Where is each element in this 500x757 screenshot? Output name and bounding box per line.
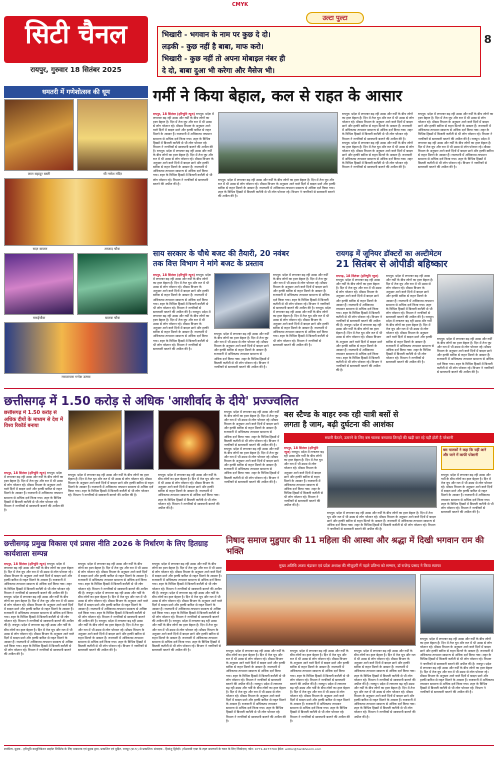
- doctors-photo: [437, 274, 494, 334]
- ganesh-band: [4, 86, 148, 98]
- ulta-pulta-box: [157, 26, 481, 77]
- cmyk-text: CMYK: [232, 2, 249, 8]
- divider-2: [4, 535, 222, 536]
- vision-col-2: [78, 562, 148, 742]
- vision-body-1c: रायपुर। प्रदेश में लगातार बढ़ रही उमस और गर्मी के बीच लोगों का हाल बेहाल है। दिन में तेज धूप और रात में भी उमस से लोग परेशान रहे। मौसम विभाग के अनुसार आने वाले दिनों में बादल छाने और हल्की बारिश से राहत मिलने के आसार हैं। राजधानी में अधिकतम तापमान सामान्य से अधिक दर्ज किया गया। शहर के विभिन्न हिस्सों में बिजली कटौती से भी लोग परेशान रहे। विभाग ने नागरिकों से सावधानी बरतने की अपील की है।: [4, 623, 74, 657]
- diwali-body-4: रायपुर। प्रदेश में लगातार बढ़ रही उमस और गर्मी के बीच लोगों का हाल बेहाल है। दिन में तेज धूप और रात में भी उमस से लोग परेशान रहे। मौसम विभाग के अनुसार आने वाले दिनों में बादल छाने और हल्की बारिश से राहत मिलने के आसार हैं। राजधानी में अधिकतम तापमान सामान्य से अधिक दर्ज किया गया। शहर के विभिन्न हिस्सों में बिजली कटौती से भी लोग परेशान रहे। विभाग ने नागरिकों से सावधानी बरतने की अपील की है।: [224, 410, 280, 447]
- ulta-line-2: लड़की - कुछ नहीं है बाबा, माफ करो।: [162, 42, 264, 51]
- vision-body-2b: रायपुर। प्रदेश में लगातार बढ़ रही उमस और गर्मी के बीच लोगों का हाल बेहाल है। दिन में तेज धूप और रात में भी उमस से लोग परेशान रहे। मौसम विभाग के अनुसार आने वाले दिनों में बादल छाने और हल्की बारिश से राहत मिलने के आसार हैं। राजधानी में अधिकतम तापमान सामान्य से अधिक दर्ज किया गया। शहर के विभिन्न हिस्सों में बिजली कटौती से भी लोग परेशान रहे। विभाग ने नागरिकों से सावधानी बरतने की अपील की है।: [78, 590, 148, 624]
- lead-headline: गर्मी ने किया बेहाल, कल से राहत के आसार: [153, 87, 403, 105]
- nishad-col-4: [420, 637, 494, 742]
- doctors-body-1: रायपुर। प्रदेश में लगातार बढ़ रही उमस और गर्मी के बीच लोगों का हाल बेहाल है। दिन में तेज धूप और रात में भी उमस से लोग परेशान रहे। मौसम विभाग के अनुसार आने वाले दिनों में बादल छाने और हल्की बारिश से राहत मिलने के आसार हैं। राजधानी में अधिकतम तापमान सामान्य से अधिक दर्ज किया गया। शहर के विभिन्न हिस्सों में बिजली कटौती से भी लोग परेशान रहे। विभाग ने नागरिकों से सावधानी बरतने की अपील की है।: [336, 278, 382, 328]
- nishad-col-1: [226, 649, 286, 742]
- nishad-body-1: रायपुर। प्रदेश में लगातार बढ़ रही उमस और गर्मी के बीच लोगों का हाल बेहाल है। दिन में तेज धूप और रात में भी उमस से लोग परेशान रहे। मौसम विभाग के अनुसार आने वाले दिनों में बादल छाने और हल्की बारिश से राहत मिलने के आसार हैं। राजधानी में अधिकतम तापमान सामान्य से अधिक दर्ज किया गया। शहर के विभिन्न हिस्सों में बिजली कटौती से भी लोग परेशान रहे। विभाग ने नागरिकों से सावधानी बरतने की अपील की है।: [226, 649, 286, 686]
- lead-body-3: रायपुर। प्रदेश में लगातार बढ़ रही उमस और गर्मी के बीच लोगों का हाल बेहाल है। दिन में तेज धूप और रात में भी उमस से लोग परेशान रहे। मौसम विभाग के अनुसार आने वाले दिनों में बादल छाने और हल्की बारिश से राहत मिलने के आसार हैं। राजधानी में अधिकतम तापमान सामान्य से अधिक दर्ज किया गया। शहर के विभिन्न हिस्सों में बिजली कटौती से भी लोग परेशान रहे। विभाग ने नागरिकों से सावधानी बरतने की अपील की है।: [342, 112, 414, 141]
- sai-body-3b: रायपुर। प्रदेश में लगातार बढ़ रही उमस और गर्मी के बीच लोगों का हाल बेहाल है। दिन में तेज धूप और रात में भी उमस से लोग परेशान रहे। मौसम विभाग के अनुसार आने वाले दिनों में बादल छाने और हल्की बारिश से राहत मिलने के आसार हैं। राजधानी में अधिकतम तापमान सामान्य से अधिक दर्ज किया गया। शहर के विभिन्न हिस्सों में बिजली कटौती से भी लोग परेशान रहे। विभाग ने नागरिकों से सावधानी बरतने की अपील की है।: [273, 305, 331, 347]
- ulta-line-4: दे दो, बाबा दुआ भी करेगा और मैसेज भी।: [162, 66, 275, 75]
- nishad-body-2: रायपुर। प्रदेश में लगातार बढ़ रही उमस और गर्मी के बीच लोगों का हाल बेहाल है। दिन में तेज धूप और रात में भी उमस से लोग परेशान रहे। मौसम विभाग के अनुसार आने वाले दिनों में बादल छाने और हल्की बारिश से राहत मिलने के आसार हैं। राजधानी में अधिकतम तापमान सामान्य से अधिक दर्ज किया गया। शहर के विभिन्न हिस्सों में बिजली कटौती से भी लोग परेशान रहे। विभाग ने नागरिकों से सावधानी बरतने की अपील की है।: [290, 649, 350, 686]
- diwali-dateline: रायपुर, 18 सितंबर (हरिभूमि न्यूज): [4, 471, 46, 475]
- ganesh-caption-1: लाल बहादुर बस्ती: [27, 172, 51, 176]
- doctors-body-3: रायपुर। प्रदेश में लगातार बढ़ रही उमस और गर्मी के बीच लोगों का हाल बेहाल है। दिन में तेज धूप और रात में भी उमस से लोग परेशान रहे। मौसम विभाग के अनुसार आने वाले दिनों में बादल छाने और हल्की बारिश से राहत मिलने के आसार हैं। राजधानी में अधिकतम तापमान सामान्य से अधिक दर्ज किया गया। शहर के विभिन्न हिस्सों में बिजली कटौती से भी लोग परेशान रहे। विभाग ने नागरिकों से सावधानी बरतने की अपील की है।: [437, 337, 494, 374]
- vision-body-3: रायपुर। प्रदेश में लगातार बढ़ रही उमस और गर्मी के बीच लोगों का हाल बेहाल है। दिन में तेज धूप और रात में भी उमस से लोग परेशान रहे। मौसम विभाग के अनुसार आने वाले दिनों में बादल छाने और हल्की बारिश से राहत मिलने के आसार हैं। राजधानी में अधिकतम तापमान सामान्य से अधिक दर्ज किया गया। शहर के विभिन्न हिस्सों में बिजली कटौती से भी लोग परेशान रहे। विभाग ने नागरिकों से सावधानी बरतने की अपील की है।: [152, 562, 222, 595]
- bus-subhead: [284, 433, 494, 443]
- ganesh-photo-5: [77, 253, 148, 315]
- vision-col-1: [4, 562, 74, 742]
- diwali-body-1: रायपुर। प्रदेश में लगातार बढ़ रही उमस और गर्मी के बीच लोगों का हाल बेहाल है। दिन में तेज धूप और रात में भी उमस से लोग परेशान रहे। मौसम विभाग के अनुसार आने वाले दिनों में बादल छाने और हल्की बारिश से राहत मिलने के आसार हैं। राजधानी में अधिकतम तापमान सामान्य से अधिक दर्ज किया गया। शहर के विभिन्न हिस्सों में बिजली कटौती से भी लोग परेशान रहे। विभाग ने नागरिकों से सावधानी बरतने की अपील की है।: [4, 471, 64, 512]
- lead-dateline: रायपुर, 18 सितंबर (हरिभूमि न्यूज): [153, 112, 195, 116]
- ganesh-caption-3: सदर बाजार: [32, 247, 48, 251]
- vision-body-3b: रायपुर। प्रदेश में लगातार बढ़ रही उमस और गर्मी के बीच लोगों का हाल बेहाल है। दिन में तेज धूप और रात में भी उमस से लोग परेशान रहे। मौसम विभाग के अनुसार आने वाले दिनों में बादल छाने और हल्की बारिश से राहत मिलने के आसार हैं। राजधानी में अधिकतम तापमान सामान्य से अधिक दर्ज किया गया। शहर के विभिन्न हिस्सों में बिजली कटौती से भी लोग परेशान रहे। विभाग ने नागरिकों से सावधानी बरतने की अपील की है।: [152, 590, 222, 624]
- lead-col-1: [153, 112, 214, 245]
- sai-headline-2: तक वित्त विभाग ने मांगे बजट के प्रस्ताव: [153, 259, 264, 268]
- diwali-col-4: [224, 410, 280, 531]
- diwali-body-4b: रायपुर। प्रदेश में लगातार बढ़ रही उमस और गर्मी के बीच लोगों का हाल बेहाल है। दिन में तेज धूप और रात में भी उमस से लोग परेशान रहे। मौसम विभाग के अनुसार आने वाले दिनों में बादल छाने और हल्की बारिश से राहत मिलने के आसार हैं। राजधानी में अधिकतम तापमान सामान्य से अधिक दर्ज किया गया। शहर के विभिन्न हिस्सों में बिजली कटौती से भी लोग परेशान रहे। विभाग ने नागरिकों से सावधानी बरतने की अपील की है।: [224, 446, 280, 484]
- lead-body-2: रायपुर। प्रदेश में लगातार बढ़ रही उमस और गर्मी के बीच लोगों का हाल बेहाल है। दिन में तेज धूप और रात में भी उमस से लोग परेशान रहे। मौसम विभाग के अनुसार आने वाले दिनों में बादल छाने और हल्की बारिश से राहत मिलने के आसार हैं। राजधानी में अधिकतम तापमान सामान्य से अधिक दर्ज किया गया। शहर के विभिन्न हिस्सों में बिजली कटौती से भी लोग परेशान रहे। विभाग ने नागरिकों से सावधानी बरतने की अपील की है।: [218, 178, 336, 199]
- sai-body-1: रायपुर। प्रदेश में लगातार बढ़ रही उमस और गर्मी के बीच लोगों का हाल बेहाल है। दिन में तेज धूप और रात में भी उमस से लोग परेशान रहे। मौसम विभाग के अनुसार आने वाले दिनों में बादल छाने और हल्की बारिश से राहत मिलने के आसार हैं। राजधानी में अधिकतम तापमान सामान्य से अधिक दर्ज किया गया। शहर के विभिन्न हिस्सों में बिजली कटौती से भी लोग परेशान रहे। विभाग ने नागरिकों से सावधानी बरतने की अपील की है।: [153, 273, 211, 314]
- masthead-logo: [4, 16, 148, 74]
- ganesh-caption-6: बालक चौक: [105, 316, 120, 320]
- ganesh-caption-2: श्री गणेश मंदिर: [103, 172, 122, 176]
- nishad-photo-2: [420, 574, 494, 634]
- ulta-line-1: भिखारी - भगवान के नाम पर कुछ दे दो।: [162, 30, 271, 39]
- bus-side-box: [441, 446, 494, 470]
- page-logo: सिटी चैनल: [25, 20, 127, 50]
- lead-body-1: रायपुर। प्रदेश में लगातार बढ़ रही उमस और गर्मी के बीच लोगों का हाल बेहाल है। दिन में तेज धूप और रात में भी उमस से लोग परेशान रहे। मौसम विभाग के अनुसार आने वाले दिनों में बादल छाने और हल्की बारिश से राहत मिलने के आसार हैं। राजधानी में अधिकतम तापमान सामान्य से अधिक दर्ज किया गया। शहर के विभिन्न हिस्सों में बिजली कटौती से भी लोग परेशान रहे। विभाग ने नागरिकों से सावधानी बरतने की अपील की है।: [153, 112, 214, 153]
- diwali-kicker: छत्तीसगढ़ में 1.50 करोड़ से अधिक दीयों के माध्यम से देश में विश्व रिकॉर्ड बनाया: [4, 410, 63, 429]
- nishad-body-4b: रायपुर। प्रदेश में लगातार बढ़ रही उमस और गर्मी के बीच लोगों का हाल बेहाल है। दिन में तेज धूप और रात में भी उमस से लोग परेशान रहे। मौसम विभाग के अनुसार आने वाले दिनों में बादल छाने और हल्की बारिश से राहत मिलने के आसार हैं। राजधानी में अधिकतम तापमान सामान्य से अधिक दर्ज किया गया। शहर के विभिन्न हिस्सों में बिजली कटौती से भी लोग परेशान रहे। विभाग ने नागरिकों से सावधानी बरतने की अपील की है।: [420, 661, 494, 695]
- vision-headline: छत्तीसगढ़ प्रमुख विकास एवं प्रवास नीति 2026 के निर्धारण के लिए हितग्राह कार्यशाला सम्पन्न: [4, 539, 208, 558]
- ganesh-caption-7: मराठापारा गणेश उत्सव: [61, 375, 91, 379]
- diwali-photo-3: [158, 410, 220, 470]
- nishad-photo: [226, 574, 416, 646]
- lead-body-4b: रायपुर। प्रदेश में लगातार बढ़ रही उमस और गर्मी के बीच लोगों का हाल बेहाल है। दिन में तेज धूप और रात में भी उमस से लोग परेशान रहे। मौसम विभाग के अनुसार आने वाले दिनों में बादल छाने और हल्की बारिश से राहत मिलने के आसार हैं। राजधानी में अधिकतम तापमान सामान्य से अधिक दर्ज किया गया। शहर के विभिन्न हिस्सों में बिजली कटौती से भी लोग परेशान रहे। विभाग ने नागरिकों से सावधानी बरतने की अपील की है।: [418, 136, 494, 170]
- doctors-body-2: रायपुर। प्रदेश में लगातार बढ़ रही उमस और गर्मी के बीच लोगों का हाल बेहाल है। दिन में तेज धूप और रात में भी उमस से लोग परेशान रहे। मौसम विभाग के अनुसार आने वाले दिनों में बादल छाने और हल्की बारिश से राहत मिलने के आसार हैं। राजधानी में अधिकतम तापमान सामान्य से अधिक दर्ज किया गया। शहर के विभिन्न हिस्सों में बिजली कटौती से भी लोग परेशान रहे। विभाग ने नागरिकों से सावधानी बरतने की अपील की है।: [386, 274, 434, 319]
- bus-body-1: रायपुर। प्रदेश में लगातार बढ़ रही उमस और गर्मी के बीच लोगों का हाल बेहाल है। दिन में तेज धूप और रात में भी उमस से लोग परेशान रहे। मौसम विभाग के अनुसार आने वाले दिनों में बादल छाने और हल्की बारिश से राहत मिलने के आसार हैं। राजधानी में अधिकतम तापमान सामान्य से अधिक दर्ज किया गया। शहर के विभिन्न हिस्सों में बिजली कटौती से भी लोग परेशान रहे। विभाग ने नागरिकों से सावधानी बरतने की अपील की है।: [284, 450, 324, 508]
- doctors-col-1: [336, 274, 383, 385]
- ulta-line-3: भिखारी - कुछ नहीं तो अपना मोबाइल नंबर ही: [162, 54, 286, 63]
- lead-body-1b: रायपुर। प्रदेश में लगातार बढ़ रही उमस और गर्मी के बीच लोगों का हाल बेहाल है। दिन में तेज धूप और रात में भी उमस से लोग परेशान रहे। मौसम विभाग के अनुसार आने वाले दिनों में बादल छाने और हल्की बारिश से राहत मिलने के आसार हैं। राजधानी में अधिकतम तापमान सामान्य से अधिक दर्ज किया गया। शहर के विभिन्न हिस्सों में बिजली कटौती से भी लोग परेशान रहे। विभाग ने नागरिकों से सावधानी बरतने की अपील की है।: [153, 148, 214, 186]
- bus-headline-1: बस स्टैण्ड के बाहर रुक रही यात्री बसों से: [284, 410, 399, 419]
- sai-dateline: रायपुर, 18 सितंबर (हरिभूमि न्यूज): [153, 273, 195, 277]
- nishad-body-1b: रायपुर। प्रदेश में लगातार बढ़ रही उमस और गर्मी के बीच लोगों का हाल बेहाल है। दिन में तेज धूप और रात में भी उमस से लोग परेशान रहे। मौसम विभाग के अनुसार आने वाले दिनों में बादल छाने और हल्की बारिश से राहत मिलने के आसार हैं। राजधानी में अधिकतम तापमान सामान्य से अधिक दर्ज किया गया। शहर के विभिन्न हिस्सों में बिजली कटौती से भी लोग परेशान रहे। विभाग ने नागरिकों से सावधानी बरतने की अपील की है।: [226, 681, 286, 723]
- sai-photo: [214, 273, 270, 329]
- dateline: रायपुर, गुरुवार 18 सितंबर 2025: [30, 66, 122, 74]
- sai-col-2: [214, 332, 270, 385]
- bus-col-1: [284, 446, 324, 531]
- vision-body-2: रायपुर। प्रदेश में लगातार बढ़ रही उमस और गर्मी के बीच लोगों का हाल बेहाल है। दिन में तेज धूप और रात में भी उमस से लोग परेशान रहे। मौसम विभाग के अनुसार आने वाले दिनों में बादल छाने और हल्की बारिश से राहत मिलने के आसार हैं। राजधानी में अधिकतम तापमान सामान्य से अधिक दर्ज किया गया। शहर के विभिन्न हिस्सों में बिजली कटौती से भी लोग परेशान रहे। विभाग ने नागरिकों से सावधानी बरतने की अपील की है।: [78, 562, 148, 595]
- bus-body-2: रायपुर। प्रदेश में लगातार बढ़ रही उमस और गर्मी के बीच लोगों का हाल बेहाल है। दिन में तेज धूप और रात में भी उमस से लोग परेशान रहे। मौसम विभाग के अनुसार आने वाले दिनों में बादल छाने और हल्की बारिश से राहत मिलने के आसार हैं। राजधानी में अधिकतम तापमान सामान्य से अधिक दर्ज किया गया। शहर के विभिन्न हिस्सों में बिजली कटौती से भी लोग परेशान रहे। विभाग ने नागरिकों से सावधानी बरतने की अपील की है।: [327, 511, 436, 531]
- diwali-body-2: रायपुर। प्रदेश में लगातार बढ़ रही उमस और गर्मी के बीच लोगों का हाल बेहाल है। दिन में तेज धूप और रात में भी उमस से लोग परेशान रहे। मौसम विभाग के अनुसार आने वाले दिनों में बादल छाने और हल्की बारिश से राहत मिलने के आसार हैं। राजधानी में अधिकतम तापमान सामान्य से अधिक दर्ज किया गया। शहर के विभिन्न हिस्सों में बिजली कटौती से भी लोग परेशान रहे। विभाग ने नागरिकों से सावधानी बरतने की अपील की है।: [68, 473, 154, 498]
- ganesh-band-label: धमतरी में गणेशोत्सव की धूम: [42, 88, 110, 96]
- diwali-photo-2: [124, 410, 154, 470]
- nishad-subhead: [226, 560, 494, 571]
- nishad-body-3b: रायपुर। प्रदेश में लगातार बढ़ रही उमस और गर्मी के बीच लोगों का हाल बेहाल है। दिन में तेज धूप और रात में भी उमस से लोग परेशान रहे। मौसम विभाग के अनुसार आने वाले दिनों में बादल छाने और हल्की बारिश से राहत मिलने के आसार हैं। राजधानी में अधिकतम तापमान सामान्य से अधिक दर्ज किया गया। शहर के विभिन्न हिस्सों में बिजली कटौती से भी लोग परेशान रहे। विभाग ने नागरिकों से सावधानी बरतने की अपील की है।: [354, 681, 416, 719]
- cmyk-marker: [232, 2, 248, 8]
- sai-body-1b: रायपुर। प्रदेश में लगातार बढ़ रही उमस और गर्मी के बीच लोगों का हाल बेहाल है। दिन में तेज धूप और रात में भी उमस से लोग परेशान रहे। मौसम विभाग के अनुसार आने वाले दिनों में बादल छाने और हल्की बारिश से राहत मिलने के आसार हैं। राजधानी में अधिकतम तापमान सामान्य से अधिक दर्ज किया गया। शहर के विभिन्न हिस्सों में बिजली कटौती से भी लोग परेशान रहे। विभाग ने नागरिकों से सावधानी बरतने की अपील की है।: [153, 309, 211, 351]
- bus-subhead-text: सवारी बैठाने, उतारने के लिए बस चालक बनवाया तिराहों की खड़ी कर रहे यहीं होती है परेशानी: [324, 435, 454, 440]
- doctors-headline: [336, 249, 496, 271]
- footer-rule: [4, 745, 494, 746]
- ganesh-photo-2: [77, 99, 148, 171]
- nishad-headline: निषाद समाज मुडुपार की 11 महिला की आस्था और श्रद्धा में दिखी भगवान राम की भक्ति: [226, 536, 484, 557]
- section-tab: [306, 12, 364, 24]
- sai-body-3: रायपुर। प्रदेश में लगातार बढ़ रही उमस और गर्मी के बीच लोगों का हाल बेहाल है। दिन में तेज धूप और रात में भी उमस से लोग परेशान रहे। मौसम विभाग के अनुसार आने वाले दिनों में बादल छाने और हल्की बारिश से राहत मिलने के आसार हैं। राजधानी में अधिकतम तापमान सामान्य से अधिक दर्ज किया गया। शहर के विभिन्न हिस्सों में बिजली कटौती से भी लोग परेशान रहे। विभाग ने नागरिकों से सावधानी बरतने की अपील की है।: [273, 273, 330, 310]
- lead-col-4: [418, 112, 494, 245]
- diwali-col-2: [68, 473, 154, 531]
- vision-dateline: रायपुर, 18 सितंबर (हरिभूमि न्यूज): [4, 562, 46, 566]
- ganesh-photo-3: [4, 178, 148, 246]
- bus-col-2: [327, 511, 437, 531]
- bus-photo: [327, 446, 437, 508]
- doctors-headline-2: 21 सितंबर से ओपीडी बहिष्कार: [336, 259, 448, 270]
- nishad-body-4: रायपुर। प्रदेश में लगातार बढ़ रही उमस और गर्मी के बीच लोगों का हाल बेहाल है। दिन में तेज धूप और रात में भी उमस से लोग परेशान रहे। मौसम विभाग के अनुसार आने वाले दिनों में बादल छाने और हल्की बारिश से राहत मिलने के आसार हैं। राजधानी में अधिकतम तापमान सामान्य से अधिक दर्ज किया गया। शहर के विभिन्न हिस्सों में बिजली कटौती से भी लोग परेशान रहे। विभाग ने नागरिकों से सावधानी बरतने की अपील की है।: [420, 637, 494, 666]
- diwali-col-1: [4, 471, 64, 531]
- ganesh-photo-grid: [4, 99, 148, 382]
- diwali-body-3: रायपुर। प्रदेश में लगातार बढ़ रही उमस और गर्मी के बीच लोगों का हाल बेहाल है। दिन में तेज धूप और रात में भी उमस से लोग परेशान रहे। मौसम विभाग के अनुसार आने वाले दिनों में बादल छाने और हल्की बारिश से राहत मिलने के आसार हैं। राजधानी में अधिकतम तापमान सामान्य से अधिक दर्ज किया गया। शहर के विभिन्न हिस्सों में बिजली कटौती से भी लोग परेशान रहे। विभाग ने नागरिकों से सावधानी बरतने की अपील की है।: [158, 473, 220, 510]
- section-tab-label: उल्टा पुल्टा: [322, 14, 348, 22]
- footer-imprint: स्वामित्व, मुद्रक - हरिभूमि कम्युनिकेशन प्राइवेट लिमिटेड के लिए प्रकाशक एवं मुद्रक द्वारा, प्रकाशित एवं मुद्रित, रायपुर (छ.ग.) से प्रकाशित। संपादक - हिमांशु द्विवेदी। (पीआरबी एक्ट के तहत समाचारों के चयन के लिए जिम्मेदार) फोन: 0771-4077700 ईमेल: editor@haribhoomi.com: [4, 747, 322, 751]
- vision-body-3c: रायपुर। प्रदेश में लगातार बढ़ रही उमस और गर्मी के बीच लोगों का हाल बेहाल है। दिन में तेज धूप और रात में भी उमस से लोग परेशान रहे। मौसम विभाग के अनुसार आने वाले दिनों में बादल छाने और हल्की बारिश से राहत मिलने के आसार हैं। राजधानी में अधिकतम तापमान सामान्य से अधिक दर्ज किया गया। शहर के विभिन्न हिस्सों में बिजली कटौती से भी लोग परेशान रहे। विभाग ने नागरिकों से सावधानी बरतने की अपील की है।: [152, 619, 221, 652]
- bus-headline-2: लगता है जाम, बढ़ी दुर्घटना की आशंका: [284, 420, 394, 429]
- divider-1: [4, 388, 494, 389]
- sai-headline-1: साय सरकार के चौथे बजट की तैयारी, 20 नवंबर: [153, 249, 289, 258]
- bus-body-3: रायपुर। प्रदेश में लगातार बढ़ रही उमस और गर्मी के बीच लोगों का हाल बेहाल है। दिन में तेज धूप और रात में भी उमस से लोग परेशान रहे। मौसम विभाग के अनुसार आने वाले दिनों में बादल छाने और हल्की बारिश से राहत मिलने के आसार हैं। राजधानी में अधिकतम तापमान सामान्य से अधिक दर्ज किया गया। शहर के विभिन्न हिस्सों में बिजली कटौती से भी लोग परेशान रहे। विभाग ने नागरिकों से सावधानी बरतने की अपील की है।: [441, 473, 494, 514]
- diwali-photo-1: [68, 410, 122, 470]
- doctors-headline-1: रायगढ़ में जूनियर डॉक्टरों का अल्टीमेटम: [336, 249, 442, 258]
- sai-headline: [153, 249, 331, 269]
- lead-body-4: रायपुर। प्रदेश में लगातार बढ़ रही उमस और गर्मी के बीच लोगों का हाल बेहाल है। दिन में तेज धूप और रात में भी उमस से लोग परेशान रहे। मौसम विभाग के अनुसार आने वाले दिनों में बादल छाने और हल्की बारिश से राहत मिलने के आसार हैं। राजधानी में अधिकतम तापमान सामान्य से अधिक दर्ज किया गया। शहर के विभिन्न हिस्सों में बिजली कटौती से भी लोग परेशान रहे। विभाग ने नागरिकों से सावधानी बरतने की अपील की है।: [418, 112, 494, 141]
- vision-body-1: रायपुर। प्रदेश में लगातार बढ़ रही उमस और गर्मी के बीच लोगों का हाल बेहाल है। दिन में तेज धूप और रात में भी उमस से लोग परेशान रहे। मौसम विभाग के अनुसार आने वाले दिनों में बादल छाने और हल्की बारिश से राहत मिलने के आसार हैं। राजधानी में अधिकतम तापमान सामान्य से अधिक दर्ज किया गया। शहर के विभिन्न हिस्सों में बिजली कटौती से भी लोग परेशान रहे। विभाग ने नागरिकों से सावधानी बरतने की अपील की है।: [4, 562, 74, 595]
- bus-side-box-text: बस चालकों ने कहा कि यहीं आने और जाने में काफी परेशानी: [443, 448, 487, 457]
- vision-body-1b: रायपुर। प्रदेश में लगातार बढ़ रही उमस और गर्मी के बीच लोगों का हाल बेहाल है। दिन में तेज धूप और रात में भी उमस से लोग परेशान रहे। मौसम विभाग के अनुसार आने वाले दिनों में बादल छाने और हल्की बारिश से राहत मिलने के आसार हैं। राजधानी में अधिकतम तापमान सामान्य से अधिक दर्ज किया गया। शहर के विभिन्न हिस्सों में बिजली कटौती से भी लोग परेशान रहे। विभाग ने नागरिकों से सावधानी बरतने की अपील की है।: [4, 594, 74, 628]
- diwali-headline: छत्तीसगढ़ में 1.50 करोड़ से अधिक 'आशीर्वाद के दीये' प्रज्ज्वलित: [4, 394, 299, 408]
- ganesh-photo-1: [4, 99, 74, 171]
- ganesh-photo-6: [4, 322, 148, 374]
- ganesh-caption-5: मकईचौक: [32, 316, 46, 320]
- nishad-body-2b: रायपुर। प्रदेश में लगातार बढ़ रही उमस और गर्मी के बीच लोगों का हाल बेहाल है। दिन में तेज धूप और रात में भी उमस से लोग परेशान रहे। मौसम विभाग के अनुसार आने वाले दिनों में बादल छाने और हल्की बारिश से राहत मिलने के आसार हैं। राजधानी में अधिकतम तापमान सामान्य से अधिक दर्ज किया गया। शहर के विभिन्न हिस्सों में बिजली कटौती से भी लोग परेशान रहे। विभाग ने नागरिकों से सावधानी बरतने की अपील की है।: [290, 681, 350, 723]
- lead-body-3b: रायपुर। प्रदेश में लगातार बढ़ रही उमस और गर्मी के बीच लोगों का हाल बेहाल है। दिन में तेज धूप और रात में भी उमस से लोग परेशान रहे। मौसम विभाग के अनुसार आने वाले दिनों में बादल छाने और हल्की बारिश से राहत मिलने के आसार हैं। राजधानी में अधिकतम तापमान सामान्य से अधिक दर्ज किया गया। शहर के विभिन्न हिस्सों में बिजली कटौती से भी लोग परेशान रहे। विभाग ने नागरिकों से सावधानी बरतने की अपील की है।: [342, 140, 414, 170]
- ganesh-caption-4: आजाद चौक: [104, 247, 120, 251]
- sai-col-3: [273, 273, 331, 385]
- lead-photo: [218, 112, 338, 174]
- nishad-subhead-text: मुख्य अतिथि अजय चंद्राकर एवं प्रदेश अध्यक्ष की मौजूदगी में पहले प्रतिभा को सम्मान, डॉ राजेन्द्र प्रसाद ने किया स्वागत: [279, 563, 441, 568]
- vision-body-2c: रायपुर। प्रदेश में लगातार बढ़ रही उमस और गर्मी के बीच लोगों का हाल बेहाल है। दिन में तेज धूप और रात में भी उमस से लोग परेशान रहे। मौसम विभाग के अनुसार आने वाले दिनों में बादल छाने और हल्की बारिश से राहत मिलने के आसार हैं। राजधानी में अधिकतम तापमान सामान्य से अधिक दर्ज किया गया। शहर के विभिन्न हिस्सों में बिजली कटौती से भी लोग परेशान रहे। विभाग ने नागरिकों से सावधानी बरतने की अपील की है।: [78, 619, 147, 652]
- ganesh-photo-4: [4, 253, 74, 315]
- nishad-col-2: [290, 649, 350, 742]
- vision-col-3: [152, 562, 222, 742]
- bus-headline: [284, 410, 494, 430]
- bus-col-3: [441, 473, 494, 531]
- sai-body-2: रायपुर। प्रदेश में लगातार बढ़ रही उमस और गर्मी के बीच लोगों का हाल बेहाल है। दिन में तेज धूप और रात में भी उमस से लोग परेशान रहे। मौसम विभाग के अनुसार आने वाले दिनों में बादल छाने और हल्की बारिश से राहत मिलने के आसार हैं। राजधानी में अधिकतम तापमान सामान्य से अधिक दर्ज किया गया। शहर के विभिन्न हिस्सों में बिजली कटौती से भी लोग परेशान रहे। विभाग ने नागरिकों से सावधानी बरतने की अपील की है।: [214, 332, 270, 369]
- doctors-body-2b: रायपुर। प्रदेश में लगातार बढ़ रही उमस और गर्मी के बीच लोगों का हाल बेहाल है। दिन में तेज धूप और रात में भी उमस से लोग परेशान रहे। मौसम विभाग के अनुसार आने वाले दिनों में बादल छाने और हल्की बारिश से राहत मिलने के आसार हैं। राजधानी में अधिकतम तापमान सामान्य से अधिक दर्ज किया गया। शहर के विभिन्न हिस्सों में बिजली कटौती से भी लोग परेशान रहे। विभाग ने नागरिकों से सावधानी बरतने की अपील की है।: [386, 314, 434, 364]
- lead-col-2: [218, 178, 338, 245]
- doctors-dateline: रायगढ़, 18 सितंबर (हरिभूमि न्यूज): [336, 274, 379, 278]
- doctors-col-2: [386, 274, 434, 385]
- lead-col-3: [342, 112, 414, 245]
- bus-dateline: रायपुर, 18 सितंबर (हरिभूमि न्यूज): [284, 446, 319, 455]
- doctors-col-3: [437, 337, 494, 385]
- nishad-col-3: [354, 649, 416, 742]
- sai-col-1: [153, 273, 211, 385]
- nishad-body-3: रायपुर। प्रदेश में लगातार बढ़ रही उमस और गर्मी के बीच लोगों का हाल बेहाल है। दिन में तेज धूप और रात में भी उमस से लोग परेशान रहे। मौसम विभाग के अनुसार आने वाले दिनों में बादल छाने और हल्की बारिश से राहत मिलने के आसार हैं। राजधानी में अधिकतम तापमान सामान्य से अधिक दर्ज किया गया। शहर के विभिन्न हिस्सों में बिजली कटौती से भी लोग परेशान रहे। विभाग ने नागरिकों से सावधानी बरतने की अपील की है।: [354, 649, 416, 686]
- diwali-col-3: [158, 473, 220, 531]
- page-number: 8: [484, 33, 492, 46]
- doctors-body-1b: रायपुर। प्रदेश में लगातार बढ़ रही उमस और गर्मी के बीच लोगों का हाल बेहाल है। दिन में तेज धूप और रात में भी उमस से लोग परेशान रहे। मौसम विभाग के अनुसार आने वाले दिनों में बादल छाने और हल्की बारिश से राहत मिलने के आसार हैं। राजधानी में अधिकतम तापमान सामान्य से अधिक दर्ज किया गया। शहर के विभिन्न हिस्सों में बिजली कटौती से भी लोग परेशान रहे। विभाग ने नागरिकों से सावधानी बरतने की अपील की है।: [336, 323, 383, 373]
